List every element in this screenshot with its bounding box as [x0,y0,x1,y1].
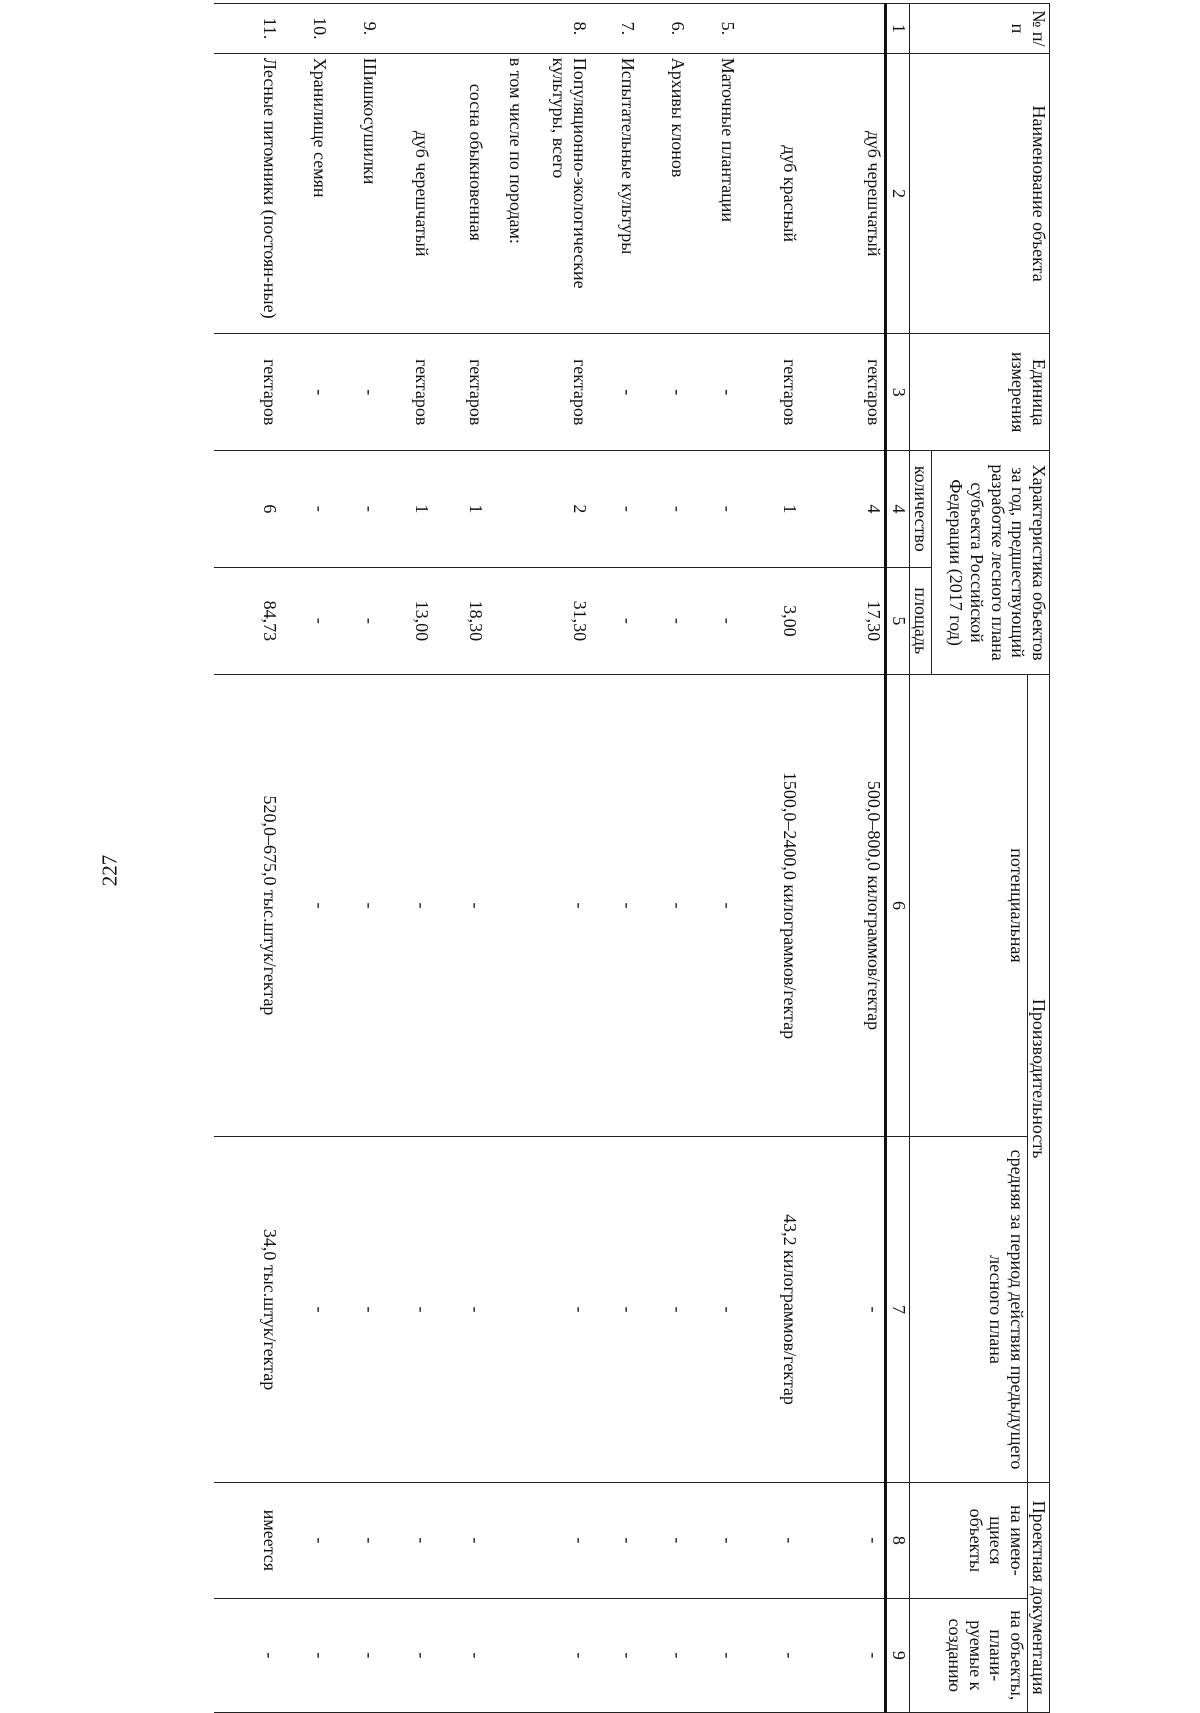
row-area: 84,73 [214,567,280,675]
header-area: площадь [910,567,932,675]
header-productivity: Производительность [1028,675,1050,1483]
row-average: - [800,1136,886,1482]
row-potential: - [590,675,638,1137]
row-area: - [590,567,638,675]
header-quantity: количество [910,451,932,568]
row-qty: - [638,451,688,568]
row-docs-existing: имеется [214,1483,280,1598]
row-average: - [280,1136,330,1482]
col-number: 3 [886,334,910,451]
table-row [526,4,590,1713]
row-qty: 1 [432,451,486,568]
row-docs-planned: - [800,1598,886,1712]
row-qty: 2 [526,451,590,568]
row-num: 9. [330,4,380,54]
table-row [590,4,638,1713]
row-unit: гектаров [526,334,590,451]
row-name: Хранилище семян [280,53,330,334]
row-docs-existing: - [432,1483,486,1598]
row-num: 5. [688,4,738,54]
row-area: - [330,567,380,675]
header-unit: Единица измерения [910,334,1050,451]
col-number: 5 [886,567,910,675]
row-name-text: сосна обыкновенная [465,83,486,241]
row-docs-existing: - [590,1483,638,1598]
row-potential: 1500,0–2400,0 килограммов/гектар [738,675,800,1137]
forest-objects-table [214,3,1050,1713]
row-average: - [688,1136,738,1482]
row-qty: 4 [800,451,886,568]
row-qty [486,451,526,568]
row-name: Испытательные культуры [590,53,638,334]
row-qty: - [330,451,380,568]
row-area: - [638,567,688,675]
row-area: 3,00 [738,567,800,675]
col-number: 8 [886,1483,910,1598]
row-potential: - [330,675,380,1137]
row-name: Маточные плантации [688,53,738,334]
row-potential: - [380,675,432,1137]
row-average: - [330,1136,380,1482]
row-num [800,4,886,54]
row-unit: - [330,334,380,451]
row-name: Лесные питомники (постоян-ные) [214,53,280,334]
row-num [486,4,526,54]
table-row [800,4,886,1713]
col-number: 4 [886,451,910,568]
row-average: - [380,1136,432,1482]
header-num: № п/п [910,4,1050,54]
row-name: дуб черешчатый [800,53,886,334]
row-potential: - [688,675,738,1137]
row-docs-planned: - [738,1598,800,1712]
row-area: 31,30 [526,567,590,675]
table-row [330,4,380,1713]
header-average: средняя за период действия предыдущего лесного плана [910,1136,1028,1482]
row-docs-planned [486,1598,526,1712]
row-docs-existing [486,1483,526,1598]
row-docs-planned: - [590,1598,638,1712]
row-docs-existing: - [638,1483,688,1598]
row-docs-planned: - [638,1598,688,1712]
col-number: 7 [886,1136,910,1482]
row-docs-planned: - [214,1598,280,1712]
table-row [380,4,432,1713]
row-area: 17,30 [800,567,886,675]
row-average: - [432,1136,486,1482]
col-number: 6 [886,675,910,1137]
row-docs-existing: - [526,1483,590,1598]
row-qty: 1 [738,451,800,568]
table-row [738,4,800,1713]
row-area: - [688,567,738,675]
col-number: 1 [886,4,910,54]
row-num [738,4,800,54]
row-unit: гектаров [800,334,886,451]
row-potential: - [638,675,688,1137]
col-number: 9 [886,1598,910,1712]
row-docs-planned: - [688,1598,738,1712]
row-unit: гектаров [432,334,486,451]
row-unit: - [688,334,738,451]
row-average: - [638,1136,688,1482]
row-docs-existing: - [738,1483,800,1598]
row-average: - [526,1136,590,1482]
row-docs-planned: - [380,1598,432,1712]
table-row [214,4,280,1713]
row-unit: - [638,334,688,451]
row-average: 43,2 килограммов/гектар [738,1136,800,1482]
row-potential: - [526,675,590,1137]
row-area: 13,00 [380,567,432,675]
row-docs-existing: - [280,1483,330,1598]
row-num: 6. [638,4,688,54]
row-potential: - [280,675,330,1137]
row-docs-planned: - [432,1598,486,1712]
row-potential [486,675,526,1137]
header-name: Наименование объекта [910,53,1050,334]
row-name: дуб черешчатый [380,53,432,334]
row-name [432,53,486,334]
row-name: в том числе по породам: [486,53,526,334]
row-num: 7. [590,4,638,54]
row-name: Архивы клонов [638,53,688,334]
header-project-docs: Проектная документация [1028,1483,1050,1713]
row-num: 11. [214,4,280,54]
row-average [486,1136,526,1482]
row-docs-existing: - [688,1483,738,1598]
row-area [486,567,526,675]
row-num: 10. [280,4,330,54]
header-docs-planned: на объекты, плани-руемые к созданию [910,1598,1028,1712]
row-unit: гектаров [380,334,432,451]
header-potential: потенциальная [910,675,1028,1137]
row-average: 34,0 тыс.штук/гектар [214,1136,280,1482]
table-row [432,4,486,1713]
row-unit: гектаров [738,334,800,451]
row-potential: - [432,675,486,1137]
table-row [688,4,738,1713]
row-name: Популяционно-экологические культуры, всего [526,53,590,334]
page-number: 227 [97,854,122,887]
row-unit: гектаров [214,334,280,451]
row-docs-existing: - [380,1483,432,1598]
row-name: Шишкосушилки [330,53,380,334]
row-qty: - [590,451,638,568]
row-qty: 6 [214,451,280,568]
row-docs-existing: - [800,1483,886,1598]
table-row [280,4,330,1713]
row-num [380,4,432,54]
row-docs-existing: - [330,1483,380,1598]
row-qty: - [688,451,738,568]
row-area: - [280,567,330,675]
row-num [432,4,486,54]
rotated-page [0,3,1050,1713]
row-qty: 1 [380,451,432,568]
table-row [486,4,526,1713]
row-qty: - [280,451,330,568]
row-unit: - [280,334,330,451]
row-docs-planned: - [330,1598,380,1712]
col-number: 2 [886,53,910,334]
row-unit [486,334,526,451]
row-potential: 500,0–800,0 килограммов/гектар [800,675,886,1137]
header-docs-existing: на имею-щиеся объекты [910,1483,1028,1598]
row-docs-planned: - [526,1598,590,1712]
row-unit: - [590,334,638,451]
row-potential: 520,0–675,0 тыс.штук/гектар [214,675,280,1137]
header-characteristics: Характеристика объектов за год, предшествующий разработке лесного плана субъекта Российской Федерации (2017 год) [932,451,1050,675]
row-average: - [590,1136,638,1482]
row-area: 18,30 [432,567,486,675]
table-row [638,4,688,1713]
row-num: 8. [526,4,590,54]
row-name: дуб красный [738,53,800,334]
row-docs-planned: - [280,1598,330,1712]
